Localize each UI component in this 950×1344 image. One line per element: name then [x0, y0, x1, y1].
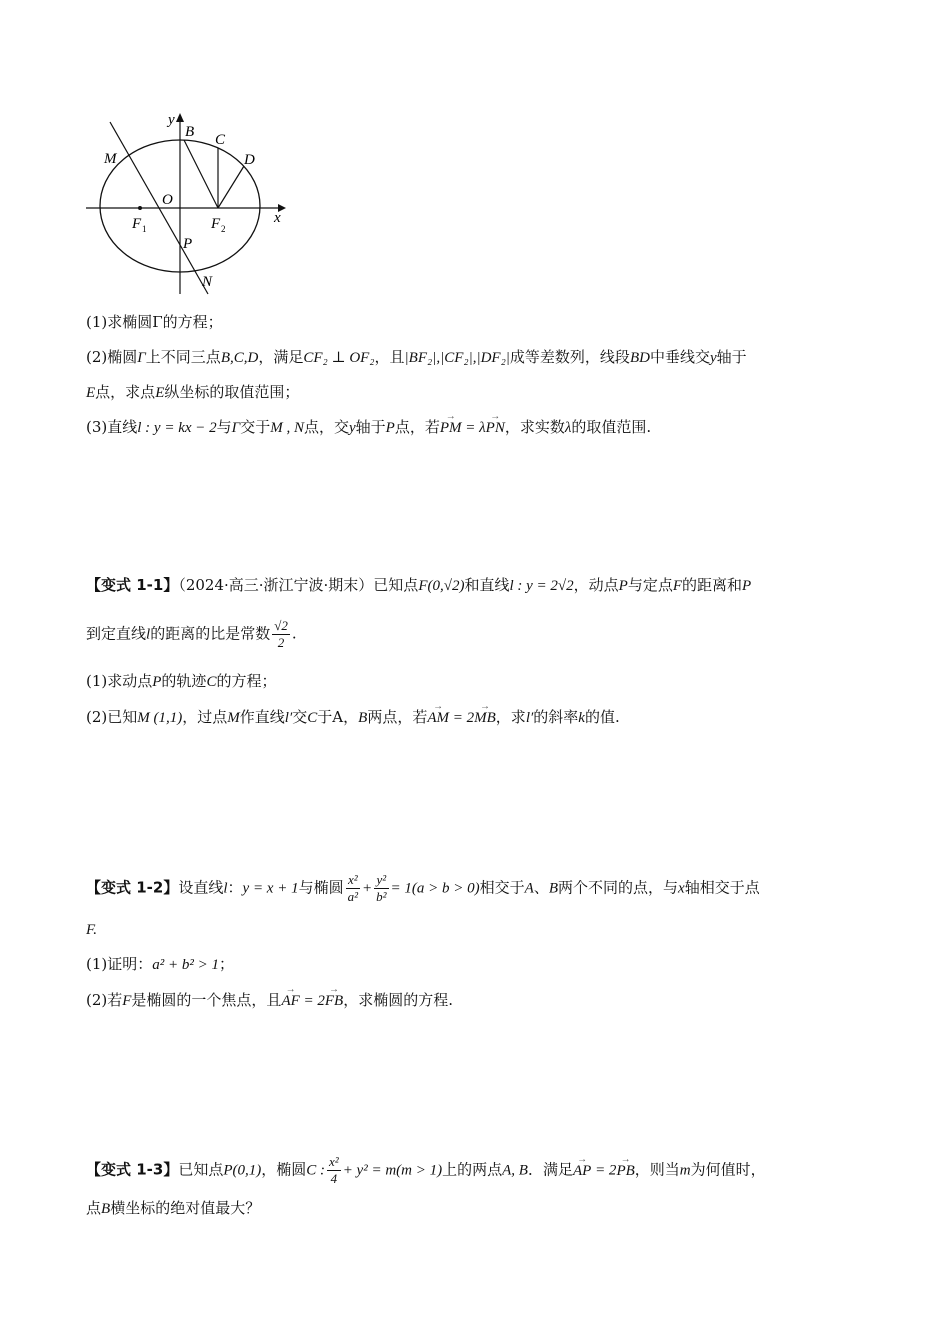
q2b-e: E [86, 385, 96, 401]
v12-q2e: = 2 [299, 993, 325, 1009]
v13-vec-ap: → AP [573, 1160, 591, 1182]
v12-fy-num: y² [374, 872, 388, 889]
y-axis-arrow [176, 113, 184, 122]
problem-q2 [86, 346, 747, 369]
v11-p1: P [618, 578, 628, 594]
v11-frac-den: 2 [277, 635, 285, 650]
q2-text-a: (2)椭圆 [86, 348, 138, 366]
v12-t6: 两个不同的点，与 [558, 878, 679, 897]
q2-text-g: ，且 [374, 348, 405, 366]
v11-q2g: 交 [292, 708, 308, 726]
problem-q1 [86, 311, 223, 333]
v11-q2d: M [227, 710, 240, 726]
v11-frac-num: √2 [274, 618, 288, 633]
v11-p2: P [742, 578, 752, 594]
v11-q2r: l′ [525, 710, 534, 726]
v12-q2b: F [122, 993, 132, 1009]
v13-t1: 已知点 [178, 1160, 224, 1179]
v13-l2a: 点 [86, 1199, 102, 1217]
problem-q1-text: (1)求椭圆Γ的方程； [86, 313, 223, 331]
v11-q2j: A [332, 708, 344, 726]
focus-f1-dot [138, 206, 142, 210]
v13-m: m [679, 1162, 691, 1179]
label-f2-sub: 2 [221, 224, 226, 234]
q2-points: B,C,D [220, 350, 259, 366]
v12-eq: y = x + 1 [242, 880, 299, 897]
variant-1-1-tag: 【变式 1-1】 [86, 576, 179, 594]
q2-y: y [709, 350, 717, 366]
v13-t5: ，则当 [634, 1160, 680, 1179]
q2-distances: |BF₂|,|CF₂|,|DF₂| [404, 350, 510, 366]
q3-eq-lambda: = λ [461, 420, 486, 436]
v11-vec-am: → AM [427, 707, 449, 729]
v11-q2a: (2)已知 [86, 708, 138, 726]
segment-bf2 [184, 140, 218, 208]
q3-text-c: 与 [216, 418, 232, 436]
v11-q1a: (1)求动点 [86, 672, 153, 690]
v13-eq: + y² = m(m > 1) [342, 1162, 443, 1179]
variant-1-2-q1 [86, 953, 234, 976]
v13-fx-den: 4 [330, 1171, 338, 1186]
v12-q2g: ，求椭圆的方程. [343, 991, 453, 1009]
v12-q1b: a² + b² > 1 [152, 957, 219, 973]
v12-t4: 相交于 [479, 878, 525, 897]
v11-q2b: M (1,1) [137, 710, 183, 726]
v11-l: l [146, 626, 151, 643]
v11-l2d: . [291, 624, 297, 643]
v12-vec-af: → AF [281, 990, 299, 1012]
q3-vec-pn: → PN [486, 417, 505, 439]
v11-q2h: C [307, 710, 318, 726]
label-f1-sub: 1 [142, 224, 147, 234]
label-p: P [183, 236, 193, 252]
q3-y: y [348, 420, 356, 436]
ellipse-diagram [80, 110, 300, 300]
variant-1-1-line1 [86, 574, 751, 597]
label-c: C [215, 132, 226, 148]
v12-q1c: ； [219, 955, 235, 973]
variant-1-2-tag: 【变式 1-2】 [86, 878, 179, 897]
q3-mn: M , N [270, 420, 304, 436]
v11-t4: 的距离和 [682, 576, 743, 594]
v13-vec-pb: → PB [616, 1160, 634, 1182]
q2b-e2: E [155, 385, 165, 401]
v11-fraction [272, 618, 290, 651]
v13-t3: 上的两点 [442, 1160, 503, 1179]
v13-ab: A, B [502, 1162, 528, 1179]
v11-q2o: = 2 [449, 710, 475, 726]
label-n: N [202, 274, 213, 290]
v11-f2: F [672, 578, 683, 594]
v13-c: C : [306, 1162, 326, 1179]
q2-text-e: ，满足 [258, 348, 304, 366]
q3-text-i: 轴于 [355, 418, 386, 436]
problem-q3 [86, 416, 651, 439]
q2-text-i: 成等差数列，线段 [509, 348, 630, 366]
v12-t7: 轴相交于点 [684, 878, 760, 897]
label-y: y [168, 112, 175, 128]
v11-point-f: F(0,√2) [418, 578, 465, 594]
label-d: D [244, 152, 255, 168]
label-f2: F [211, 216, 221, 232]
q3-line-eq: l : y = kx − 2 [137, 420, 217, 436]
v12-frac-y [374, 872, 388, 905]
v11-t1: 和直线 [464, 576, 510, 594]
label-b: B [185, 124, 195, 140]
v12-plus: + [362, 880, 373, 897]
v11-q2i: 于 [317, 708, 333, 726]
q2-text-c: 上不同三点 [145, 348, 221, 366]
q3-vec-pm: → PM [440, 417, 462, 439]
v13-t4: ．满足 [527, 1160, 573, 1179]
label-m: M [104, 151, 117, 167]
variant-1-2-q2 [86, 989, 453, 1012]
q2b-text-d: 纵坐标的取值范围； [164, 383, 300, 401]
v12-frac-x [346, 872, 360, 905]
v12-fx-num: x² [346, 872, 360, 889]
v12-q2a: (2)若 [86, 991, 123, 1009]
ellipse-figure [80, 110, 300, 300]
variant-1-3-tag: 【变式 1-3】 [86, 1160, 179, 1179]
q3-text-o: ，求实数 [504, 418, 565, 436]
q3-text-e: 交于 [240, 418, 271, 436]
v12-eq2: = 1(a > b > 0) [390, 880, 480, 897]
v11-q2u: 的值. [584, 708, 620, 726]
v13-fx-num: x² [329, 1154, 339, 1169]
segment-df2 [218, 166, 244, 208]
v11-l2a: 到定直线 [86, 624, 147, 643]
v12-q1a: (1)证明： [86, 955, 153, 973]
v11-q2l: B [358, 710, 368, 726]
v12-x: x [678, 880, 685, 897]
v11-q2f: l′ [284, 710, 293, 726]
variant-1-1-q2 [86, 706, 620, 729]
v12-t1: 设直线 [178, 878, 224, 897]
v11-t2: ，动点 [573, 576, 619, 594]
variant-1-2-line2 [86, 918, 97, 941]
q3-text-q: 的取值范围. [571, 418, 652, 436]
v11-line-eq: l : y = 2√2 [509, 578, 574, 594]
q2-text-k: 中垂线交 [649, 348, 710, 366]
v11-l2c: 的距离的比是常数 [150, 624, 271, 643]
v13-eq2: = 2 [591, 1162, 617, 1179]
v13-t6: 为何值时， [690, 1160, 766, 1179]
v12-fx-den: a² [347, 889, 359, 904]
v13-l2c: 横坐标的绝对值最大？ [110, 1199, 261, 1217]
v12-fy-den: b² [376, 889, 387, 904]
v12-b: B [548, 880, 559, 897]
q3-text-a: (3)直线 [86, 418, 138, 436]
variant-1-1-q1 [86, 670, 276, 693]
v11-q1e: 的方程； [216, 672, 277, 690]
variant-1-3-line2 [86, 1197, 260, 1220]
label-f1: F [132, 216, 142, 232]
v11-q2q: ，求 [495, 708, 526, 726]
v12-q2c: 是椭圆的一个焦点，且 [131, 991, 282, 1009]
v11-q1c: 的轨迹 [161, 672, 207, 690]
q3-gamma: Γ [231, 420, 241, 436]
v11-source: （2024·高三·浙江宁波·期末）已知点 [178, 576, 419, 594]
q2b-text-b: 点，求点 [95, 383, 156, 401]
v11-q2t: k [578, 710, 585, 726]
v13-frac [327, 1154, 341, 1187]
v12-a: A [524, 880, 534, 897]
v11-q2e: 作直线 [239, 708, 285, 726]
q2-bd: BD [629, 350, 650, 366]
v11-q2m: 两点，若 [367, 708, 428, 726]
v11-t3: 与定点 [627, 576, 673, 594]
v12-t5: 、 [533, 878, 549, 897]
variant-1-2-line1 [86, 872, 760, 905]
v11-q2s: 的斜率 [533, 708, 579, 726]
q2-gamma: Γ [137, 350, 146, 366]
q3-text-g: 点，交 [303, 418, 349, 436]
v11-q2c: ，过点 [182, 708, 228, 726]
v11-q2k: ， [343, 708, 359, 726]
v11-q1b: P [152, 674, 162, 690]
v13-p: P(0,1) [223, 1162, 262, 1179]
q3-lambda: λ [564, 420, 572, 436]
v12-vec-fb: → FB [325, 990, 343, 1012]
v12-t3: 与椭圆 [298, 878, 344, 897]
variant-1-3-line1 [86, 1154, 766, 1187]
q3-text-k: 点，若 [394, 418, 440, 436]
label-x: x [274, 210, 281, 226]
v12-l: l [223, 880, 228, 897]
v11-vec-mb: → MB [474, 707, 496, 729]
q3-p: P [385, 420, 395, 436]
v12-t2: ： [227, 878, 243, 897]
label-o: O [162, 192, 173, 208]
variant-1-1-line2 [86, 618, 297, 651]
v11-q1d: C [206, 674, 217, 690]
v13-t2: ，椭圆 [261, 1160, 307, 1179]
v13-l2b: B [101, 1201, 111, 1217]
problem-q2-cont [86, 381, 299, 404]
q2-text-m: 轴于 [716, 348, 747, 366]
q2-perp: CF₂ ⊥ OF₂ [303, 350, 375, 366]
v12-f-line: F. [86, 922, 97, 938]
